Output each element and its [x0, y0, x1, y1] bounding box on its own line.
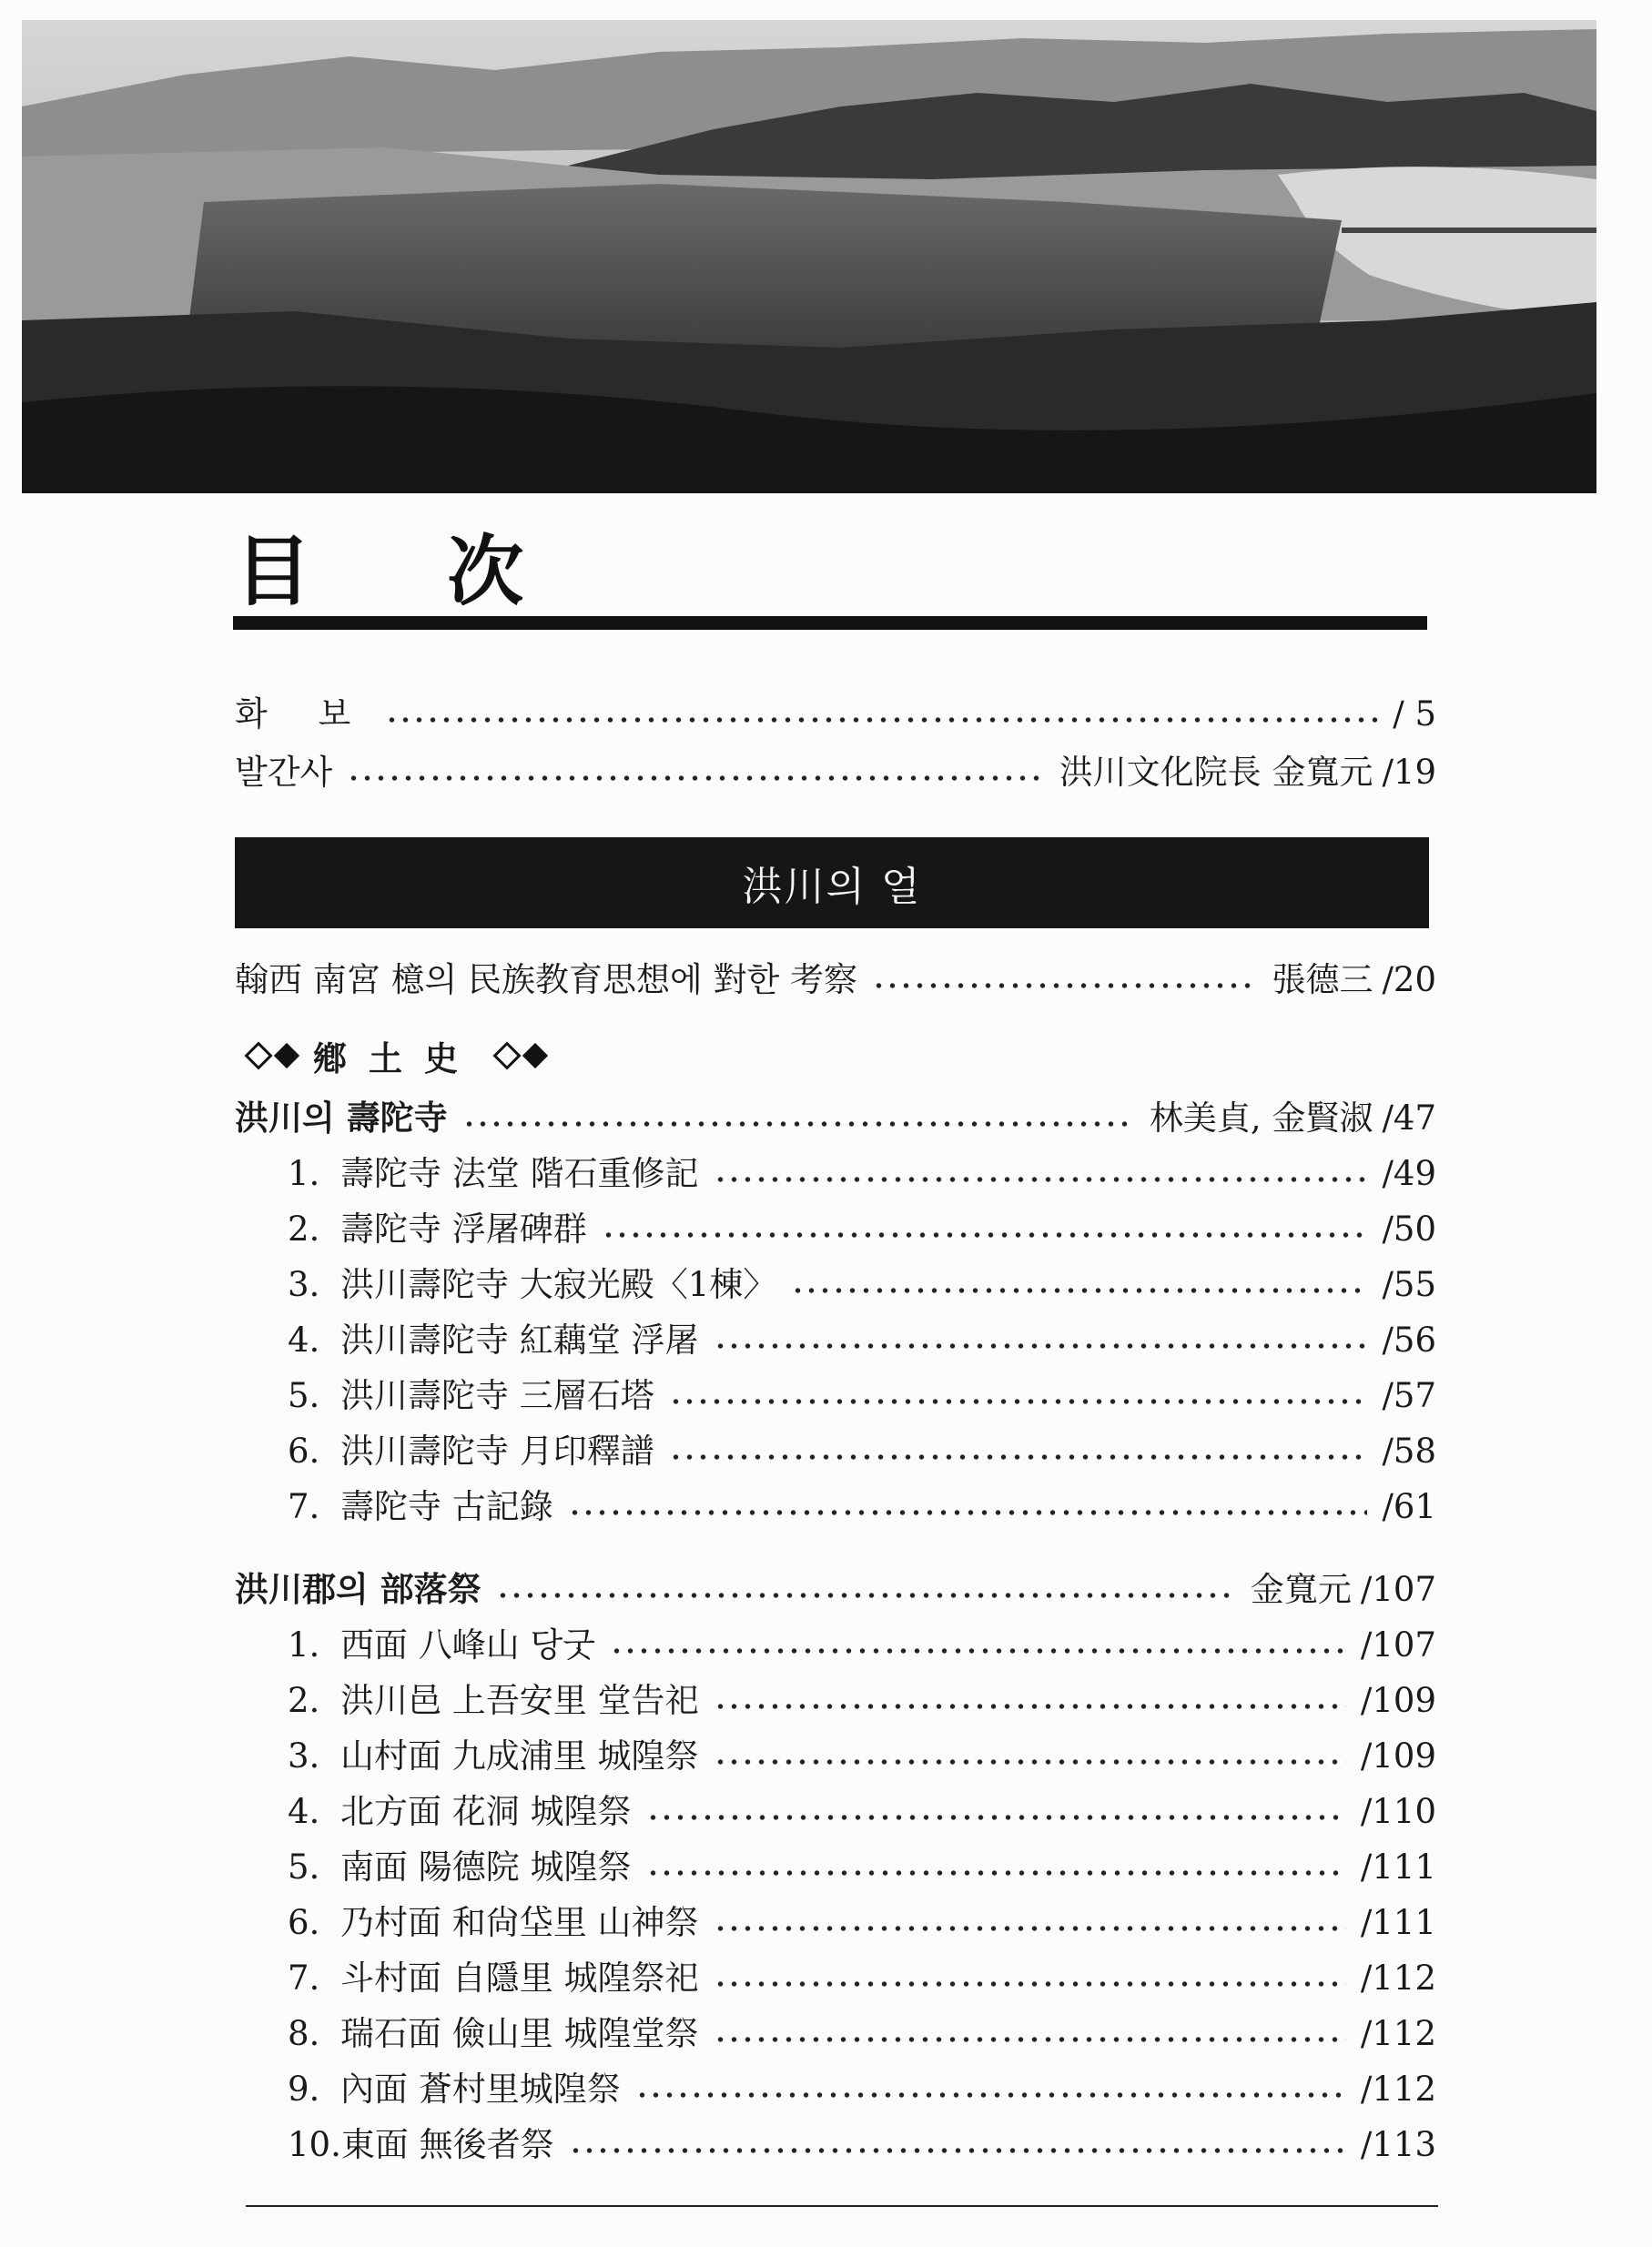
toc-entry-page: /109: [1360, 1681, 1436, 1721]
diamond-left-icon: [244, 1046, 300, 1066]
leader-dots: [872, 979, 1257, 992]
toc-entry-number: 6.: [288, 1903, 320, 1943]
toc-entry-label: 洪川壽陀寺 大寂光殿〈1棟〉: [340, 1265, 777, 1305]
section-heading-text: 鄕土史: [313, 1039, 480, 1078]
diamond-right-icon: [492, 1046, 549, 1066]
toc-subentry: [288, 1418, 1436, 1471]
toc-entry-page: /111: [1360, 1847, 1436, 1888]
toc-entry-label: 北方面 花洞 城隍祭: [340, 1792, 632, 1832]
toc-entry-page: /109: [1360, 1736, 1436, 1776]
toc-entry-page: /107: [1360, 1625, 1436, 1665]
toc-entry-page: /58: [1382, 1432, 1436, 1472]
toc-entry-author: 金寬元: [1250, 1570, 1352, 1610]
toc-subentry: [288, 1362, 1436, 1415]
toc-entry-label: 內面 蒼村里城隍祭: [340, 2070, 621, 2110]
toc-entry-number: 1.: [288, 1154, 320, 1194]
toc-entry-label: 翰西 南宮 檍의 民族教育思想에 對한 考察: [235, 960, 858, 1000]
section-banner: 洪川의 얼: [235, 837, 1429, 928]
leader-dots: [714, 1756, 1346, 1768]
toc-entry-page: /57: [1382, 1376, 1436, 1416]
page-title: 目 次: [235, 527, 579, 616]
toc-subentry: [288, 2111, 1436, 2164]
toc-entry-page: /47: [1382, 1098, 1436, 1139]
title-rule: [233, 616, 1427, 630]
toc-entry-author: 張德三: [1272, 960, 1373, 1000]
toc-entry-number: 8.: [288, 2014, 320, 2054]
toc-entry-page: /49: [1382, 1154, 1436, 1194]
leader-dots: [714, 2033, 1346, 2046]
toc-entry-label: 斗村面 自隱里 城隍祭祀: [340, 1959, 699, 1999]
leader-dots: [714, 1173, 1368, 1186]
toc-subentry: [288, 1723, 1436, 1776]
leader-dots: [385, 714, 1378, 726]
toc-subentry: [288, 1196, 1436, 1249]
leader-dots: [462, 1118, 1135, 1130]
toc-subentry: [288, 1889, 1436, 1942]
toc-subentry: [288, 1307, 1436, 1360]
leader-dots: [714, 1922, 1346, 1935]
toc-entry-page: / 5: [1393, 694, 1436, 734]
toc-entry-number: 4.: [288, 1792, 320, 1832]
bottom-rule: [246, 2205, 1438, 2207]
leader-dots: [496, 1589, 1236, 1602]
leader-dots: [347, 772, 1044, 784]
toc-entry-pictorial: [235, 681, 1436, 734]
toc-group-title: [235, 1085, 1436, 1138]
toc-entry-page: /112: [1360, 1959, 1436, 1999]
toc-entry-label: 西面 八峰山 당굿: [340, 1625, 596, 1665]
toc-entry-number: 5.: [288, 1847, 320, 1888]
toc-subentry: [288, 1778, 1436, 1831]
toc-entry-number: 5.: [288, 1376, 320, 1416]
toc-entry-label: 화 보: [235, 694, 371, 734]
toc-entry-label: 洪川의 壽陀寺: [235, 1098, 448, 1139]
toc-entry-label: 발간사: [235, 753, 333, 793]
toc-entry-label: 瑞石面 儉山里 城隍堂祭: [340, 2014, 699, 2054]
toc-entry-label: 壽陀寺 浮屠碑群: [340, 1210, 587, 1250]
header-photo: [22, 20, 1596, 493]
section-heading: [235, 1028, 558, 1083]
toc-entry-author: 洪川文化院長 金寬元: [1059, 753, 1373, 793]
toc-entry-essay: [235, 946, 1436, 999]
toc-entry-label: 洪川邑 上吾安里 堂告祀: [340, 1681, 699, 1721]
toc-entry-page: /111: [1360, 1903, 1436, 1943]
toc-entry-label: 南面 陽德院 城隍祭: [340, 1847, 632, 1888]
leader-dots: [602, 1229, 1368, 1241]
toc-entry-number: 6.: [288, 1432, 320, 1472]
toc-entry-page: /55: [1382, 1265, 1436, 1305]
toc-entry-number: 7.: [288, 1959, 320, 1999]
leader-dots: [568, 1506, 1368, 1519]
toc-subentry: [288, 1251, 1436, 1304]
landscape-photo-icon: [22, 20, 1596, 493]
toc-entry-page: /19: [1382, 753, 1436, 793]
leader-dots: [610, 1645, 1346, 1657]
toc-entry-label: 山村面 九成浦里 城隍祭: [340, 1736, 699, 1776]
toc-entry-page: /107: [1360, 1570, 1436, 1610]
toc-entry-page: /61: [1382, 1487, 1436, 1527]
toc-subentry: [288, 1667, 1436, 1720]
toc-entry-number: 2.: [288, 1210, 320, 1250]
toc-entry-page: /50: [1382, 1210, 1436, 1250]
toc-entry-page: /110: [1360, 1792, 1436, 1832]
toc-entry-label: 洪川壽陀寺 月印釋譜: [340, 1432, 654, 1472]
toc-entry-label: 壽陀寺 法堂 階石重修記: [340, 1154, 699, 1194]
toc-entry-number: 2.: [288, 1681, 320, 1721]
toc-subentry: [288, 1834, 1436, 1887]
toc-entry-foreword: [235, 739, 1436, 792]
leader-dots: [635, 2089, 1346, 2101]
leader-dots: [646, 1867, 1346, 1879]
leader-dots: [646, 1811, 1346, 1824]
toc-subentry: [288, 1945, 1436, 1998]
toc-entry-page: /56: [1382, 1321, 1436, 1361]
toc-entry-label: 洪川郡의 部落祭: [235, 1570, 481, 1610]
toc-entry-label: 東面 無後者祭: [340, 2125, 554, 2165]
leader-dots: [714, 1340, 1368, 1352]
toc-entry-number: 10.: [288, 2125, 341, 2165]
leader-dots: [669, 1451, 1368, 1463]
toc-subentry: [288, 1140, 1436, 1193]
toc-entry-page: /20: [1382, 960, 1436, 1000]
toc-group-title: [235, 1556, 1436, 1609]
toc-entry-label: 壽陀寺 古記錄: [340, 1487, 553, 1527]
toc-entry-author: 林美貞, 金賢淑: [1149, 1098, 1373, 1139]
leader-dots: [714, 1700, 1346, 1713]
toc-entry-label: 洪川壽陀寺 三層石塔: [340, 1376, 654, 1416]
leader-dots: [569, 2144, 1346, 2157]
toc-entry-page: /112: [1360, 2014, 1436, 2054]
toc-subentry: [288, 2056, 1436, 2109]
toc-entry-label: 乃村面 和尙垈里 山神祭: [340, 1903, 699, 1943]
toc-subentry: [288, 1612, 1436, 1665]
toc-entry-number: 1.: [288, 1625, 320, 1665]
toc-entry-page: /113: [1360, 2125, 1436, 2165]
toc-entry-label: 洪川壽陀寺 紅藕堂 浮屠: [340, 1321, 699, 1361]
leader-dots: [669, 1395, 1368, 1408]
toc-entry-number: 3.: [288, 1736, 320, 1776]
toc-entry-number: 7.: [288, 1487, 320, 1527]
toc-entry-page: /112: [1360, 2070, 1436, 2110]
leader-dots: [791, 1284, 1367, 1297]
toc-entry-number: 3.: [288, 1265, 320, 1305]
leader-dots: [714, 1978, 1346, 1990]
toc-subentry: [288, 2000, 1436, 2053]
toc-entry-number: 4.: [288, 1321, 320, 1361]
toc-subentry: [288, 1473, 1436, 1526]
toc-entry-number: 9.: [288, 2070, 320, 2110]
